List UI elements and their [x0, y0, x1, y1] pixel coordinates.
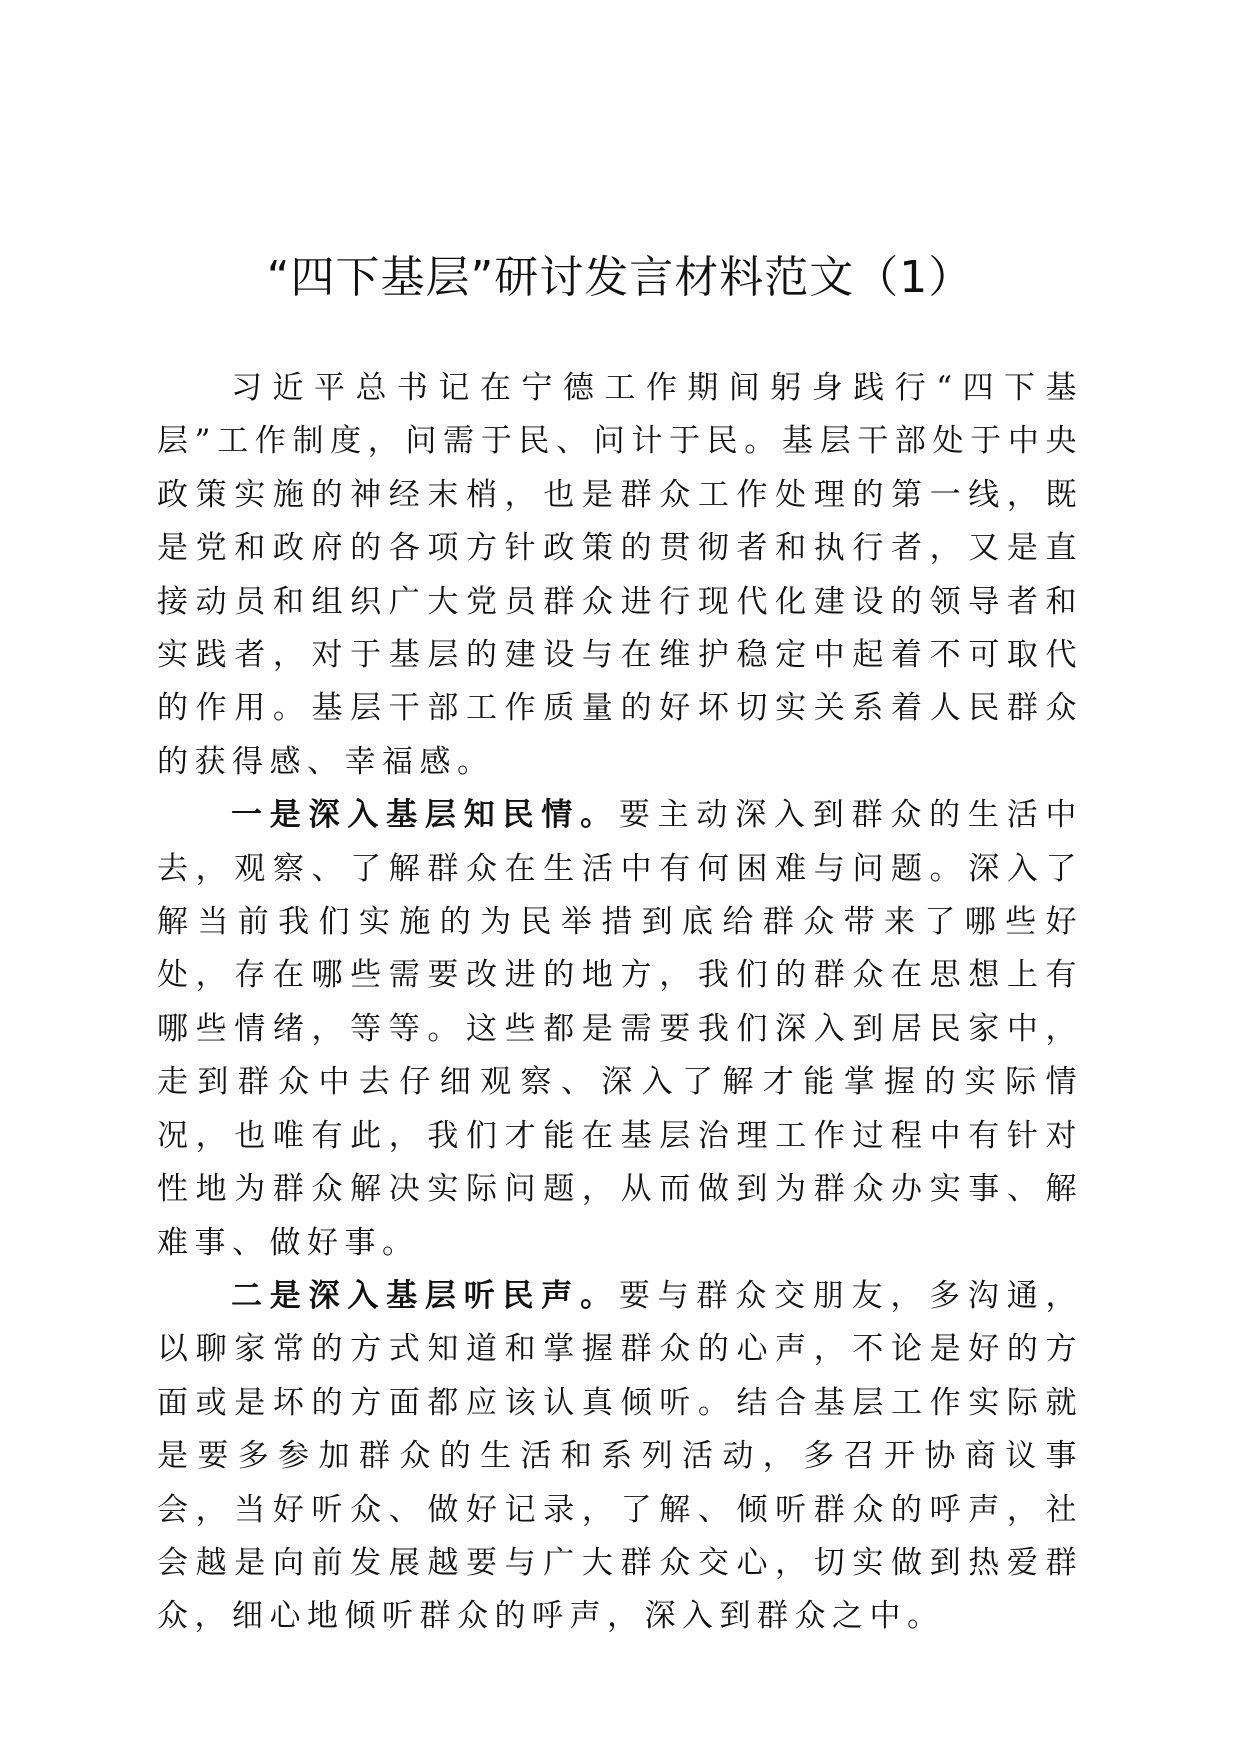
paragraph-intro — [157, 362, 1083, 789]
document-body — [157, 362, 1083, 1644]
paragraph-text: 习近平总书记在宁德工作期间躬身践行“四下基层”工作制度，问需于民、问计于民。基层干部处于中央政策实施的神经末梢，也是群众工作处理的第一线，既是党和政府的各项方针政策的贯彻者和执行者，又是直接动员和组织广大党员群众进行现代化建设的领导者和实践者，对于基层的建设与在维护稳定中起着不可取代的作用。基层干部工作质量的好坏切实关系着人民群众的获得感、幸福感。 — [157, 370, 1083, 780]
paragraph-point-one — [157, 789, 1083, 1270]
paragraph-text: 要与群众交朋友，多沟通，以聊家常的方式知道和掌握群众的心声，不论是好的方面或是坏的方面都应该认真倾听。结合基层工作实际就是要多参加群众的生活和系列活动，多召开协商议事会，当好听众、做好记录，了解、倾听群众的呼声，社会越是向前发展越要与广大群众交心，切实做到热爱群众，细心地倾听群众的呼声，深入到群众之中。 — [157, 1277, 1084, 1635]
paragraph-lead: 二是深入基层听民声。 — [231, 1277, 619, 1314]
paragraph-lead: 一是深入基层知民情。 — [231, 797, 619, 834]
paragraph-text: 要主动深入到群众的生活中去，观察、了解群众在生活中有何困难与问题。深入了解当前我们实施的为民举措到底给群众带来了哪些好处，存在哪些需要改进的地方，我们的群众在思想上有哪些情绪，等等。这些都是需要我们深入到居民家中，走到群众中去仔细观察、深入了解才能掌握的实际情况，也唯有此，我们才能在基层治理工作过程中有针对性地为群众解决实际问题，从而做到为群众办实事、解难事、做好事。 — [157, 797, 1084, 1261]
paragraph-point-two — [157, 1270, 1083, 1644]
document-title: “四下基层”研讨发言材料范文（1） — [266, 252, 974, 303]
